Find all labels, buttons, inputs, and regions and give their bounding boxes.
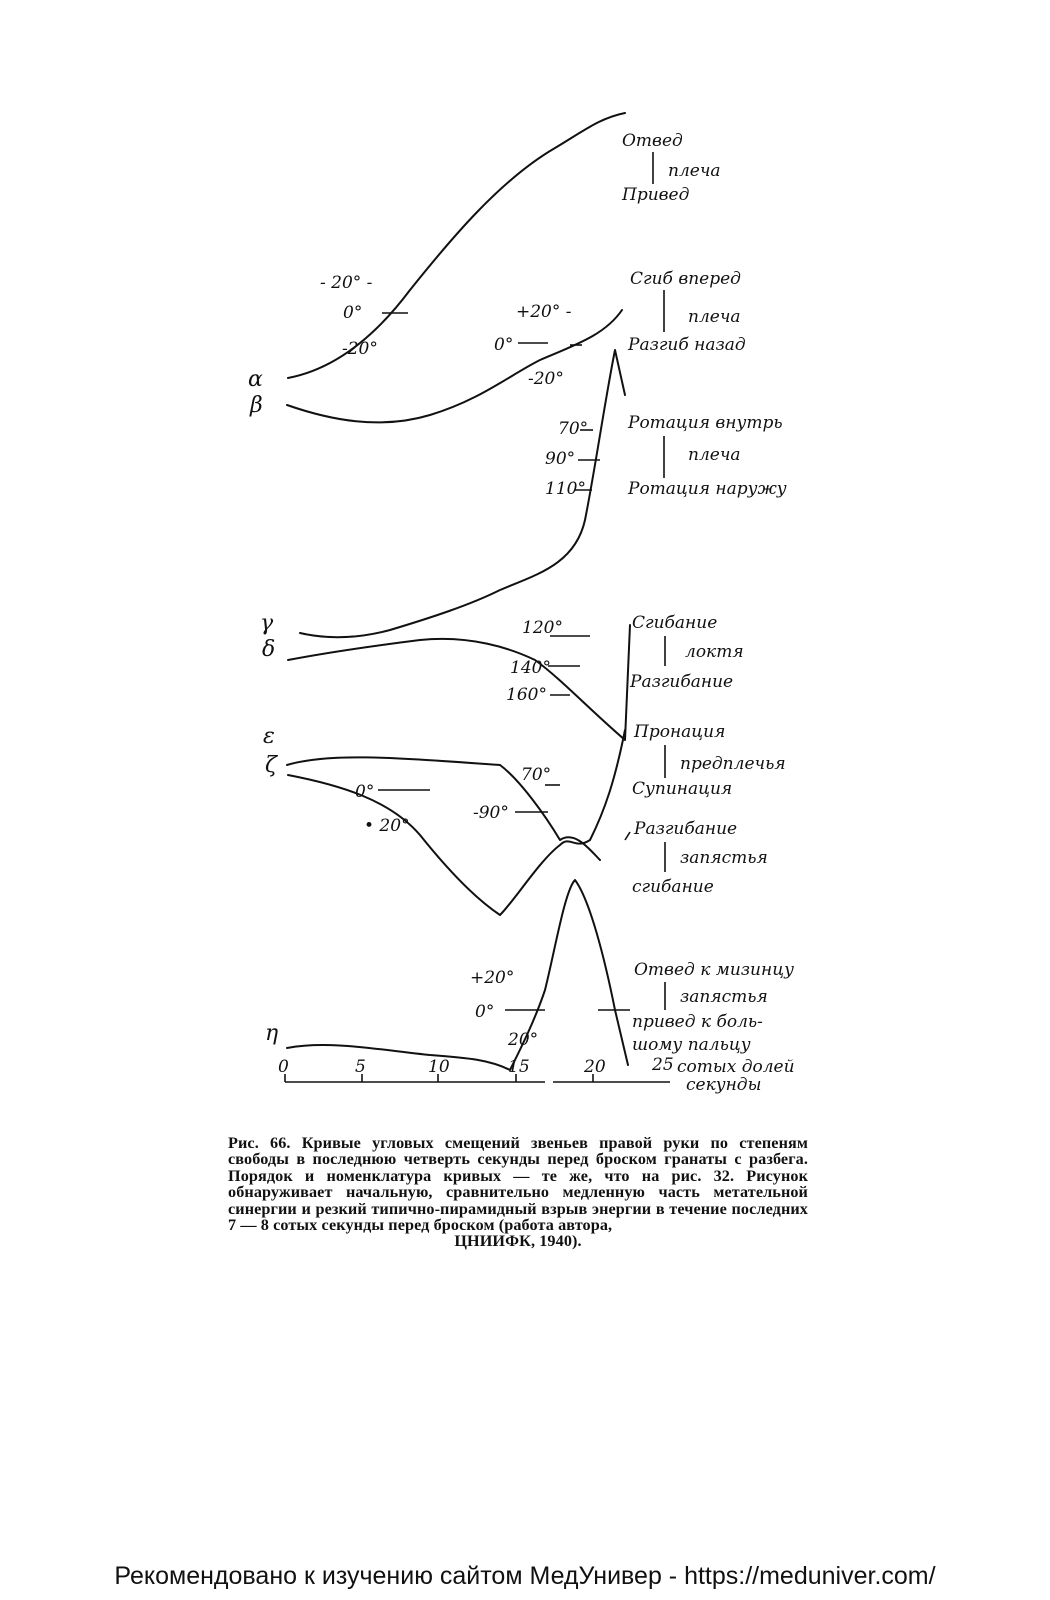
tick-f-minus20: 20°: [508, 1030, 539, 1050]
ref-lines: [378, 313, 630, 1010]
x-axis-unit-line1: сотых долей: [677, 1057, 795, 1077]
panel-shoulder-flexion: [627, 269, 746, 355]
tick-c-70: 70°: [558, 419, 589, 439]
tick-f-zero: 0°: [475, 1002, 495, 1022]
x-axis: [278, 1055, 795, 1095]
panel-elbow: [629, 613, 744, 692]
panel-label-middle: плеча: [668, 161, 721, 181]
curve-delta: [288, 625, 630, 740]
curve-alpha: [288, 113, 625, 378]
tick-d-140: 140°: [510, 658, 551, 678]
curve-letter-eta: η: [265, 1021, 279, 1046]
tick-c-90: 90°: [545, 449, 576, 469]
curve-letter-alpha: α: [248, 367, 263, 392]
panel-label-bottom: сгибание: [632, 877, 714, 897]
tick-b-minus20: -20°: [528, 369, 564, 389]
panel-label-top: Сгибание: [632, 613, 718, 633]
tick-b-plus20: +20° -: [516, 302, 572, 322]
tick-f-plus20: +20°: [470, 968, 515, 988]
tick-d-120: 120°: [522, 618, 563, 638]
panel-label-top: Отвед: [622, 131, 683, 151]
panel-label-middle: предплечья: [680, 754, 786, 774]
x-tick-20: 20: [584, 1057, 606, 1077]
panel-label-top: Ротация внутрь: [628, 413, 783, 433]
tick-e-70: 70°: [521, 765, 552, 785]
tick-a-minus20: -20°: [342, 339, 378, 359]
panel-label-bottom: Супинация: [632, 779, 733, 799]
curve-letter-gamma: γ: [260, 611, 274, 636]
x-tick-25: 25: [652, 1055, 674, 1075]
tick-c-110: 110°: [545, 479, 586, 499]
panel-label-bottom: Ротация наружу: [628, 479, 787, 499]
panel-label-bottom: привед к боль-: [632, 1012, 763, 1032]
x-tick-5: 5: [355, 1057, 366, 1077]
curve-letter-beta: β: [250, 393, 263, 418]
panel-label-middle: плеча: [688, 445, 741, 465]
panel-label-bottom: Разгибание: [630, 672, 734, 692]
tick-e-zero: 0°: [355, 782, 375, 802]
tick-a-zero: 0°: [343, 303, 363, 323]
panel-label-middle: запястья: [680, 848, 768, 868]
curve-letter-epsilon: ε: [263, 724, 275, 749]
tick-e-20: • 20°: [364, 816, 410, 836]
tick-e-90: -90°: [473, 803, 509, 823]
panel-shoulder-abduction: [621, 131, 721, 205]
panel-label-top: Сгиб вперед: [630, 269, 741, 289]
caption-body: Кривые угловых смещений звеньев правой руки по степеням свободы в последнюю четверть секунды перед броском гранаты с разбега. Порядок и номенклатура кривых — те же, что на рис. 32. Рисунок обнаруживает начальную, сравнительно медленную часть метательной синергии и резкий типично-пирамидный взрыв энергии в течение последних 7 — 8 сотых секунды перед броском (работа автора,: [228, 1134, 808, 1235]
curve-letter-zeta: ζ: [265, 753, 277, 778]
footer-recommendation: Рекомендовано к изучению сайтом МедУнивер - https://meduniver.com/: [114, 1562, 936, 1590]
x-tick-15: 15: [508, 1057, 530, 1077]
curve-epsilon: [287, 757, 600, 860]
panel-label-middle: локтя: [685, 642, 744, 662]
panel-label-top: Пронация: [634, 722, 726, 742]
panel-label-middle: запястья: [680, 987, 768, 1007]
curve-beta: [287, 310, 622, 422]
panel-label-middle: плеча: [688, 307, 741, 327]
x-tick-0: 0: [278, 1057, 289, 1077]
curve-letter-delta: δ: [262, 637, 276, 662]
panel-wrist-deviation: [632, 960, 794, 1055]
curve-eta: [287, 880, 628, 1070]
panel-wrist-extension: [632, 819, 768, 897]
panel-label-top: Отвед к мизинцу: [634, 960, 794, 980]
panel-forearm: [632, 722, 786, 799]
panel-label-top: Разгибание: [634, 819, 738, 839]
tick-d-160: 160°: [506, 685, 547, 705]
panel-label-bottom: Привед: [622, 185, 690, 205]
x-tick-10: 10: [428, 1057, 450, 1077]
caption-tail: ЦНИИФК, 1940).: [454, 1232, 582, 1251]
panel-label-bottom: Разгиб назад: [628, 335, 746, 355]
caption-label: Рис. 66.: [228, 1134, 291, 1152]
figure-caption: [228, 1135, 808, 1250]
x-axis-unit-line2: секунды: [686, 1075, 762, 1095]
tick-a-plus20: - 20° -: [320, 273, 373, 293]
tick-b-zero: 0°: [494, 335, 514, 355]
panel-label-bottom-2: шому пальцу: [632, 1035, 751, 1055]
panel-shoulder-rotation: [627, 413, 787, 499]
